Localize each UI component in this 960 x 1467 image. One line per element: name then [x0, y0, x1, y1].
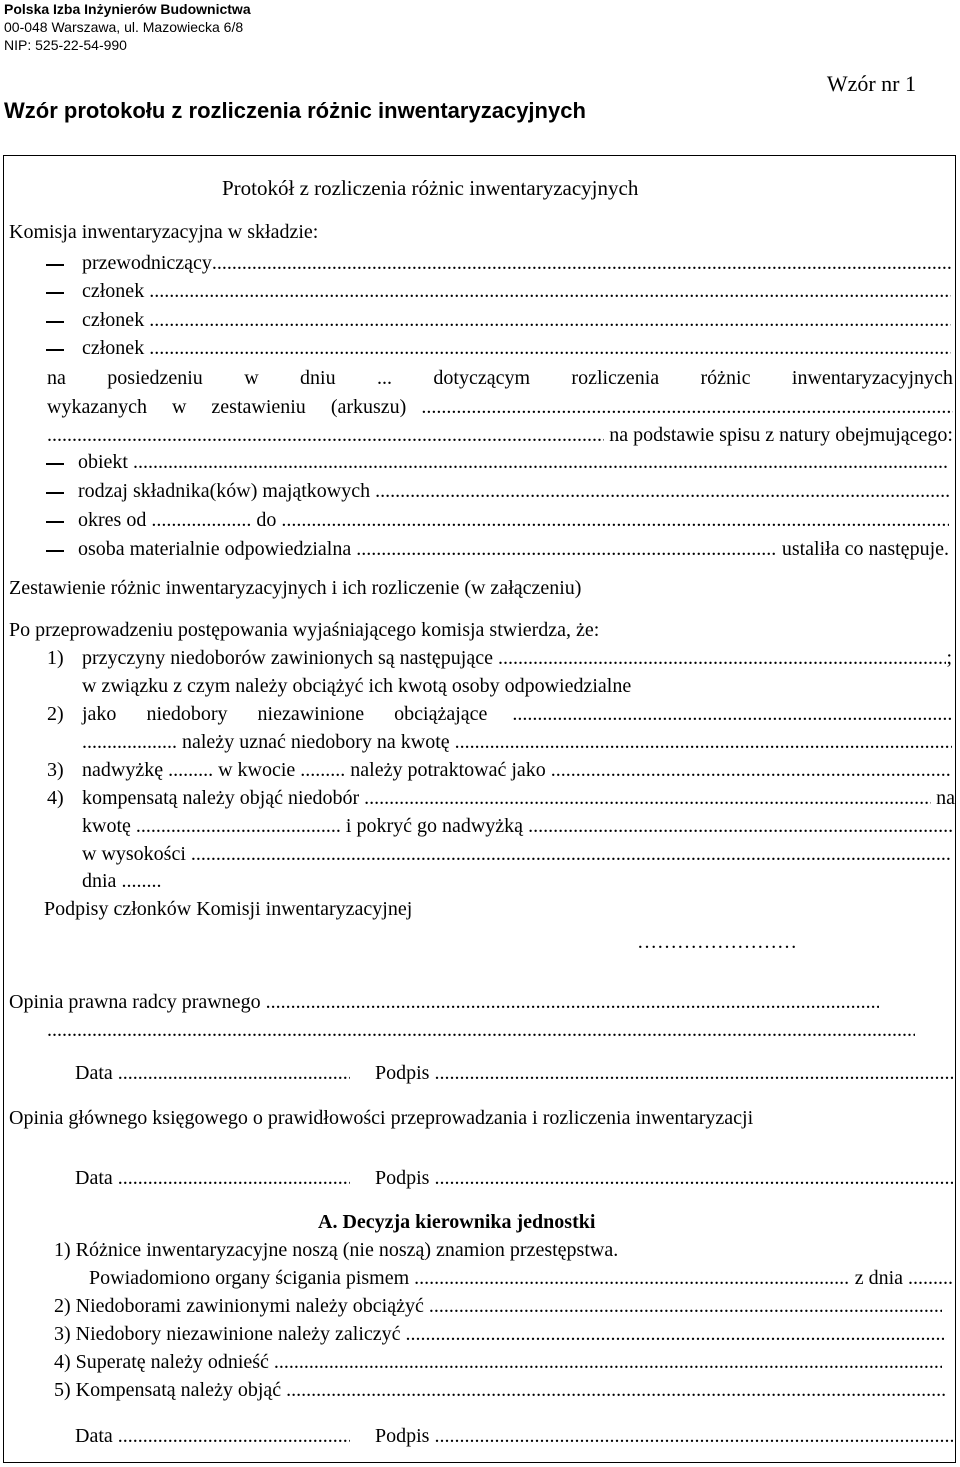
decision-title: A. Decyzja kierownika jednostki — [318, 1211, 596, 1233]
signature-line[interactable]: …………………… — [637, 931, 797, 953]
legal-sign-field[interactable]: Podpis ..... — [375, 1061, 953, 1085]
dash-bullet — [46, 321, 64, 323]
chair-field[interactable]: przewodniczący ..... — [82, 251, 951, 275]
non-culpable-field[interactable]: jako niedobory niezawinione obciążające ..... — [82, 702, 952, 726]
org-address: 00-048 Warszawa, ul. Mazowiecka 6/8 — [4, 19, 244, 35]
accountant-date-field[interactable]: Data ..... — [75, 1166, 350, 1190]
item-number: 4) — [47, 787, 64, 809]
compensation-value-field[interactable]: w wysokości ..... — [82, 842, 952, 866]
compensation-date-field[interactable]: dnia ........ — [82, 870, 162, 892]
decision-date-field[interactable]: Data ..... — [75, 1424, 350, 1448]
prosecution-notice-field[interactable]: Powiadomiono organy ścigania pismem ..... z dnia ......... — [89, 1266, 953, 1290]
asset-type-field[interactable]: rodzaj składnika(ków) majątkowych ..... — [78, 479, 949, 503]
member-field-2[interactable]: członek ..... — [82, 308, 951, 332]
item-number: 3) — [47, 759, 64, 781]
surplus-field[interactable]: nadwyżkę ......... w kwocie ......... należy potraktować jako ..... — [82, 758, 952, 782]
compensation-amount-field[interactable]: kwotę ......................................... i pokryć go nadwyżką ..... — [82, 814, 952, 838]
dash-bullet — [46, 463, 64, 465]
protocol-title: Protokół z rozliczenia różnic inwentaryzacyjnych — [222, 176, 639, 200]
form-number: Wzór nr 1 — [826, 71, 916, 96]
member-field-3[interactable]: członek ..... — [82, 336, 951, 360]
dash-bullet — [46, 550, 64, 552]
decision-item-1: 1) Różnice inwentaryzacyjne noszą (nie noszą) znamion przestępstwa. — [54, 1239, 619, 1261]
org-name: Polska Izba Inżynierów Budownictwa — [4, 1, 251, 17]
committee-label: Komisja inwentaryzacyjna w składzie: — [9, 221, 319, 243]
member-field-1[interactable]: członek ..... — [82, 279, 951, 303]
accountant-opinion: Opinia głównego księgowego o prawidłowości przeprowadzania i rozliczenia inwentaryzacji — [9, 1107, 754, 1129]
non-culpable-amount-field[interactable]: ................... należy uznać niedobory na kwotę ..... — [82, 730, 952, 754]
committee-signatures-label: Podpisy członków Komisji inwentaryzacyjnej — [44, 898, 413, 920]
accountant-sign-field[interactable]: Podpis ..... — [375, 1166, 953, 1190]
legal-opinion-field[interactable]: Opinia prawna radcy prawnego ..... — [9, 990, 879, 1014]
dash-bullet — [46, 264, 64, 266]
dash-bullet — [46, 521, 64, 523]
culpable-shortage-field[interactable]: przyczyny niedoborów zawinionych są następujące ..... ; — [82, 646, 952, 670]
dash-bullet — [46, 292, 64, 294]
dash-bullet — [46, 349, 64, 351]
item-number: 2) — [47, 703, 64, 725]
legal-date-field[interactable]: Data ..... — [75, 1061, 350, 1085]
meeting-line: na posiedzeniu w dniu ... dotyczącym rozliczenia różnic inwentaryzacyjnych — [47, 367, 953, 389]
period-field[interactable]: okres od .................... do ..... — [78, 508, 949, 532]
basis-line[interactable]: ..... na podstawie spisu z natury obejmującego: — [47, 423, 953, 447]
sheet-field[interactable]: wykazanych w zestawieniu (arkuszu) ..... — [47, 395, 953, 419]
document-title: Wzór protokołu z rozliczenia różnic inwentaryzacyjnych — [4, 98, 586, 123]
item-number: 1) — [47, 647, 64, 669]
after-proceedings: Po przeprowadzeniu postępowania wyjaśniającego komisja stwierdza, że: — [9, 619, 600, 641]
decision-item-2-field[interactable]: 2) Niedoborami zawinionymi należy obciążyć ..... — [54, 1294, 942, 1318]
decision-item-3-field[interactable]: 3) Niedobory niezawinione należy zaliczyć ..... — [54, 1322, 944, 1346]
decision-item-5-field[interactable]: 5) Kompensatą należy objąć ..... — [54, 1378, 945, 1402]
summary-text: Zestawienie różnic inwentaryzacyjnych i ich rozliczenie (w załączeniu) — [9, 577, 582, 599]
culpable-charge-text: w związku z czym należy obciążyć ich kwotą osoby odpowiedzialne — [82, 675, 632, 697]
compensation-field[interactable]: kompensatą należy objąć niedobór ..... na — [82, 786, 955, 810]
org-nip: NIP: 525-22-54-990 — [4, 37, 127, 53]
responsible-field[interactable]: osoba materialnie odpowiedzialna ..... ustaliła co następuje. — [78, 537, 949, 561]
meeting-date-field[interactable]: ... — [377, 367, 392, 389]
legal-opinion-cont-field[interactable] — [47, 1018, 915, 1042]
dash-bullet — [46, 492, 64, 494]
object-field[interactable]: obiekt ..... — [78, 450, 949, 474]
decision-item-4-field[interactable]: 4) Superatę należy odnieść ..... — [54, 1350, 942, 1374]
decision-sign-field[interactable]: Podpis ..... — [375, 1424, 953, 1448]
